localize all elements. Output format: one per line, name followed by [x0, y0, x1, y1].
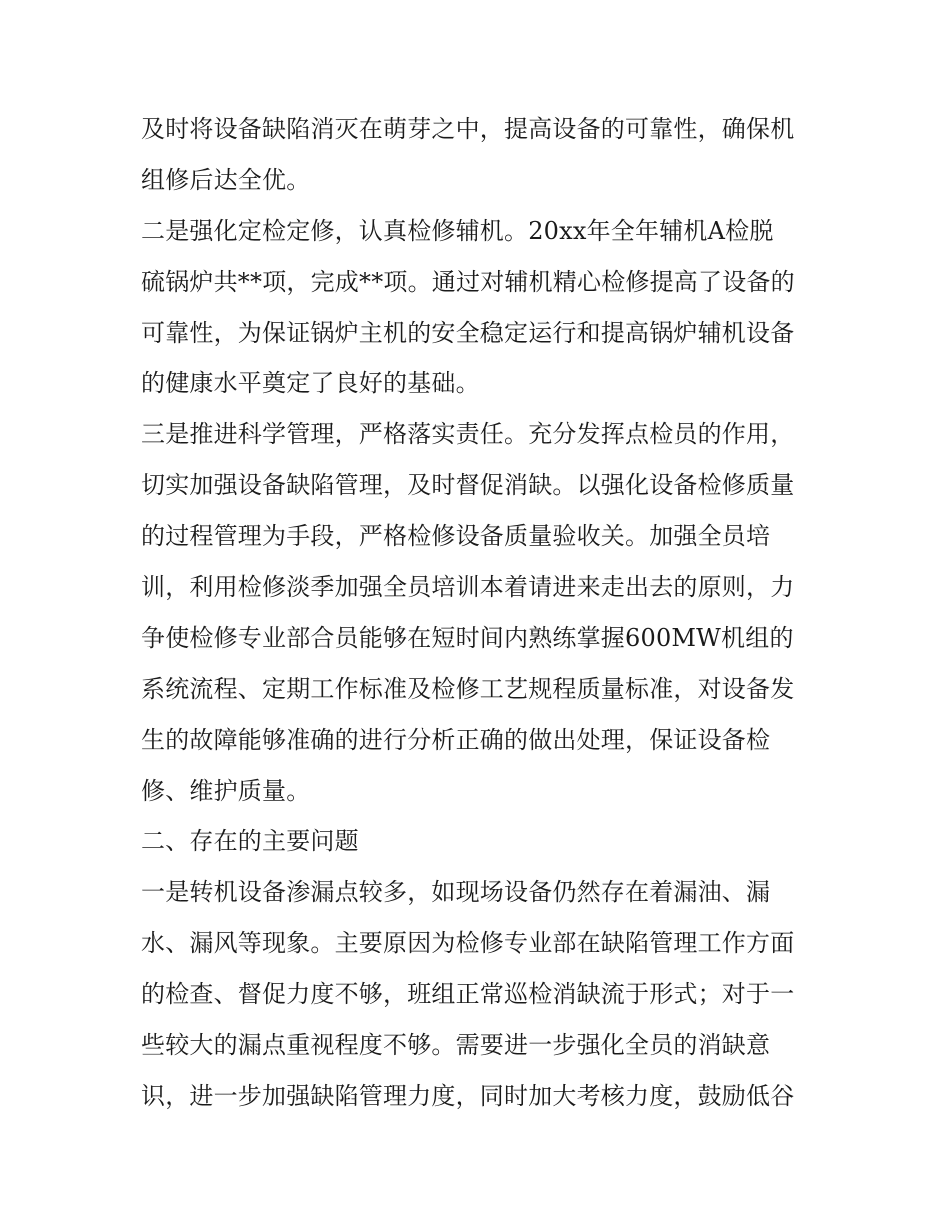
text-line: 可靠性，为保证锅炉主机的安全稳定运行和提高锅炉辅机设备: [141, 318, 795, 347]
document-body: [141, 104, 821, 1122]
text-line: 的检查、督促力度不够，班组正常巡检消缺流于形式；对于一: [141, 980, 795, 1009]
text-line: 组修后达全优。: [141, 165, 311, 194]
text-line: 二是强化定检定修，认真检修辅机。20xx年全年辅机A检脱: [141, 216, 774, 245]
text-line: 的健康水平奠定了良好的基础。: [141, 369, 480, 398]
text-line: 训，利用检修淡季加强全员培训本着请进来走出去的原则，力: [141, 573, 795, 602]
text-line: 些较大的漏点重视程度不够。需要进一步强化全员的消缺意: [141, 1031, 771, 1060]
text-line: 生的故障能够准确的进行分析正确的做出处理，保证设备检: [141, 725, 771, 754]
text-line: 系统流程、定期工作标准及检修工艺规程质量标准，对设备发: [141, 674, 795, 703]
text-line: 及时将设备缺陷消灭在萌芽之中，提高设备的可靠性，确保机: [141, 115, 795, 143]
text-line: 水、漏风等现象。主要原因为检修专业部在缺陷管理工作方面: [141, 929, 795, 958]
text-line: 一是转机设备渗漏点较多，如现场设备仍然存在着漏油、漏: [141, 878, 771, 907]
text-line: 硫锅炉共**项，完成**项。通过对辅机精心检修提高了设备的: [141, 267, 795, 296]
section-heading: 二、存在的主要问题: [141, 827, 359, 856]
text-line: 切实加强设备缺陷管理，及时督促消缺。以强化设备检修质量: [141, 471, 795, 500]
text-line: 的过程管理为手段，严格检修设备质量验收关。加强全员培: [141, 522, 771, 551]
text-line: 修、维护质量。: [141, 776, 311, 805]
text-line: 争使检修专业部合员能够在短时间内熟练掌握600MW机组的: [141, 623, 794, 652]
text-line: 三是推进科学管理，严格落实责任。充分发挥点检员的作用，: [141, 420, 795, 449]
text-line: 识，进一步加强缺陷管理力度，同时加大考核力度，鼓励低谷: [141, 1081, 795, 1110]
